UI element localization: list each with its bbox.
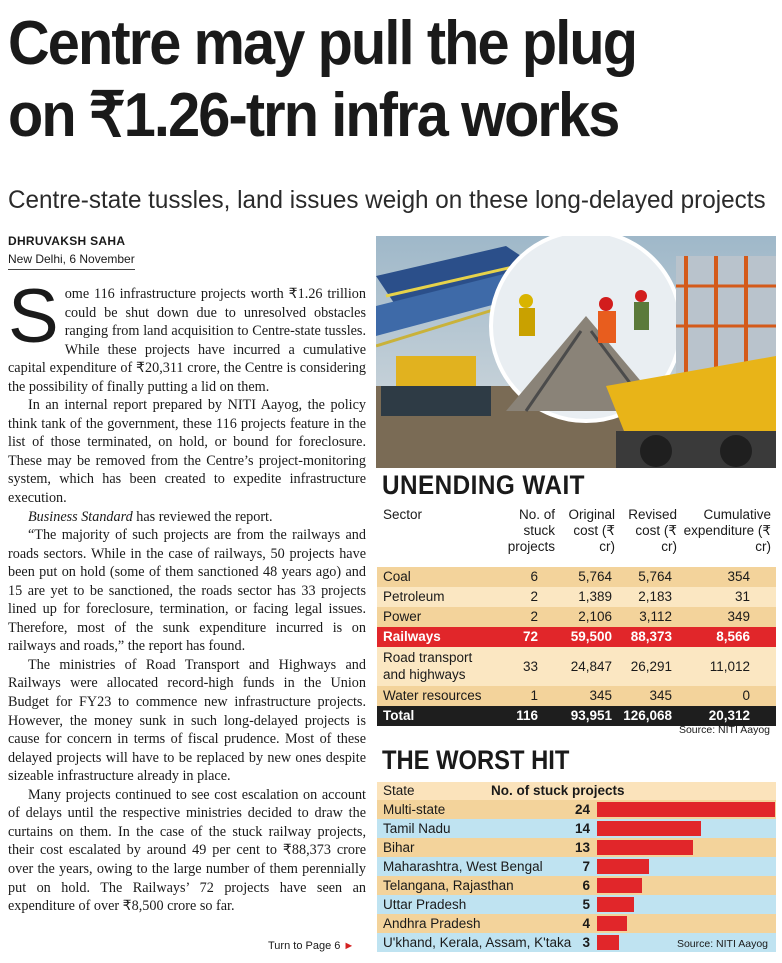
cell-sector: Railways bbox=[383, 629, 441, 644]
cell-sector: Water resources bbox=[383, 688, 482, 703]
arrow-right-icon: ► bbox=[343, 940, 355, 952]
construction-illustration bbox=[376, 236, 776, 468]
table-header bbox=[377, 505, 776, 567]
worst-source: Source: NITI Aayog bbox=[676, 938, 768, 950]
table-row bbox=[377, 607, 776, 627]
cell-stuck: 33 bbox=[522, 659, 538, 674]
cell-cumulative: 349 bbox=[727, 609, 750, 624]
cell-sector: Coal bbox=[383, 569, 411, 584]
bar bbox=[597, 916, 627, 931]
bar bbox=[597, 878, 642, 893]
cell-stuck: 116 bbox=[516, 708, 538, 723]
table-row-total bbox=[377, 706, 776, 726]
article-paragraph: Business Standard has reviewed the report. bbox=[28, 508, 273, 525]
byline-author: DHRUVAKSH SAHA bbox=[8, 234, 126, 248]
cell-sector: Total bbox=[383, 708, 415, 723]
cell-sector: Road transport and highways bbox=[383, 650, 473, 682]
cell-cumulative: 20,312 bbox=[708, 708, 750, 723]
cell-cumulative: 0 bbox=[742, 688, 750, 703]
header-count: No. of stuck projects bbox=[491, 783, 625, 798]
cell-original: 93,951 bbox=[570, 708, 612, 723]
table-row bbox=[377, 647, 776, 686]
bar-value-label: 3 bbox=[582, 935, 590, 950]
bar bbox=[597, 897, 634, 912]
bar bbox=[597, 840, 693, 855]
header-revised: Revised cost (₹ cr) bbox=[628, 507, 677, 554]
bar-label: Tamil Nadu bbox=[383, 821, 451, 836]
chart-row bbox=[377, 895, 776, 914]
unending-wait-table bbox=[377, 505, 776, 726]
header-cumulative: Cumulative expenditure (₹ cr) bbox=[683, 507, 771, 554]
cell-revised: 345 bbox=[649, 688, 672, 703]
bar-label: Andhra Pradesh bbox=[383, 916, 481, 931]
unending-source: Source: NITI Aayog bbox=[678, 724, 770, 736]
bar-value-label: 6 bbox=[582, 878, 590, 893]
bar-label: Telangana, Rajasthan bbox=[383, 878, 514, 893]
header-original: Original cost (₹ cr) bbox=[568, 507, 615, 554]
headline bbox=[8, 8, 724, 152]
cell-original: 59,500 bbox=[570, 629, 612, 644]
header-sector: Sector bbox=[383, 507, 423, 522]
chart-row bbox=[377, 914, 776, 933]
deck: Centre-state tussles, land issues weigh on these long-delayed projects bbox=[8, 186, 766, 214]
cell-sector: Petroleum bbox=[383, 589, 445, 604]
cell-revised: 88,373 bbox=[630, 629, 672, 644]
cell-stuck: 72 bbox=[522, 629, 538, 644]
bar-value-label: 5 bbox=[582, 897, 590, 912]
cell-cumulative: 31 bbox=[734, 589, 750, 604]
chart-rows bbox=[377, 800, 776, 952]
chart-row bbox=[377, 876, 776, 895]
bar-label: Bihar bbox=[383, 840, 415, 855]
article-paragraph: Many projects continued to see cost escalation on account of delays until the respective ministries decided to draw the curtains on them. In the case of the stuck railway projects, their cost escalated by around 49 per cent to ₹88,373 crore over the years, owing to the large number of them perennially put on hold. The Railways’ 72 projects have seen an expenditure of over ₹8,500 crore so far. bbox=[8, 786, 366, 915]
bar-label: U'khand, Kerala, Assam, K'taka bbox=[383, 935, 572, 950]
bar-value-label: 13 bbox=[574, 840, 590, 855]
cell-revised: 5,764 bbox=[638, 569, 672, 584]
bar-value-label: 24 bbox=[574, 802, 590, 817]
bar-value-label: 7 bbox=[582, 859, 590, 874]
bar bbox=[597, 935, 619, 950]
table-row bbox=[377, 567, 776, 587]
unending-wait-title: UNENDING WAIT bbox=[382, 470, 585, 500]
cell-revised: 26,291 bbox=[630, 659, 672, 674]
bar bbox=[597, 802, 775, 817]
cell-cumulative: 8,566 bbox=[716, 629, 750, 644]
byline-dateline: New Delhi, 6 November bbox=[8, 252, 135, 270]
table-row bbox=[377, 686, 776, 706]
cell-original: 1,389 bbox=[578, 589, 612, 604]
bar-label: Multi-state bbox=[383, 802, 446, 817]
bar-value-label: 14 bbox=[574, 821, 590, 836]
chart-row bbox=[377, 838, 776, 857]
cell-cumulative: 354 bbox=[727, 569, 750, 584]
cell-revised: 3,112 bbox=[639, 609, 672, 624]
chart-row bbox=[377, 819, 776, 838]
bar-label: Maharashtra, West Bengal bbox=[383, 859, 543, 874]
chart-row bbox=[377, 857, 776, 876]
article-paragraph: The ministries of Road Transport and Highways and Railways were allocated record-high funds in the Union Budget for FY23 to commence new infrastructure projects. However, the money sunk in such long-delayed projects is cause for concern in terms of fiscal prudence. Most of these delayed projects will have to be replaced by new ones despite sizeable infrastructure already in place. bbox=[8, 656, 366, 785]
article-paragraph: “The majority of such projects are from the railways and roads sectors. While in the case of railways, 50 projects have been put on hold (some of them sanctioned 48 years ago) and 15 are yet to be sanctioned, the roads sector has 33 projects lined up for foreclosure, termination, or facing legal issues. Therefore, most of the sunk expenditure incurred is on railways and roads,” the report has found. bbox=[8, 527, 366, 655]
headline-line-1: Centre may pull the plug bbox=[8, 9, 637, 78]
cell-cumulative: 11,012 bbox=[709, 659, 750, 674]
cell-stuck: 2 bbox=[530, 609, 538, 624]
article-body bbox=[8, 274, 366, 916]
cell-original: 345 bbox=[589, 688, 612, 703]
cell-revised: 2,183 bbox=[638, 589, 672, 604]
table-row bbox=[377, 587, 776, 607]
cell-original: 5,764 bbox=[578, 569, 612, 584]
cell-sector: Power bbox=[383, 609, 422, 624]
article-paragraph: Some 116 infrastructure projects worth ₹1.26 trillion could be shut down due to unresolved obstacles ranging from land acquisition to Centre-state tussles. While these projects have incurred a cumulative capital expenditure of ₹20,311 crore, the Centre is considering the possibility of finally putting a lid on them. bbox=[8, 274, 366, 395]
bar bbox=[597, 821, 701, 836]
turn-to-page-link[interactable]: Turn to Page 6 ► bbox=[268, 940, 355, 952]
drop-cap: S bbox=[8, 274, 59, 359]
cell-stuck: 2 bbox=[530, 589, 538, 604]
bar-label: Uttar Pradesh bbox=[383, 897, 467, 912]
publication-name: Business Standard bbox=[28, 508, 133, 525]
construction-photo bbox=[376, 236, 776, 468]
chart-header bbox=[377, 782, 776, 800]
cell-original: 24,847 bbox=[570, 659, 612, 674]
worst-hit-title: THE WORST HIT bbox=[382, 745, 570, 775]
header-state: State bbox=[383, 783, 415, 798]
article-paragraph: In an internal report prepared by NITI Aayog, the policy think tank of the government, these 116 projects feature in the list of those terminated, on hold, or bound for foreclosure. These may be removed from the Centre’s project-monitoring system, which has been created to expedite infrastructure execution. bbox=[8, 397, 366, 507]
chart-row bbox=[377, 800, 776, 819]
worst-hit-chart bbox=[377, 782, 776, 952]
table-row-highlight bbox=[377, 627, 776, 647]
cell-revised: 126,068 bbox=[623, 708, 672, 723]
cell-original: 2,106 bbox=[578, 609, 612, 624]
bar bbox=[597, 859, 649, 874]
bar-value-label: 4 bbox=[582, 916, 590, 931]
headline-line-2: on ₹1.26-trn infra works bbox=[8, 81, 619, 150]
cell-stuck: 1 bbox=[530, 688, 538, 703]
byline bbox=[8, 234, 135, 270]
cell-stuck: 6 bbox=[530, 569, 538, 584]
header-stuck: No. of stuck projects bbox=[507, 507, 555, 554]
